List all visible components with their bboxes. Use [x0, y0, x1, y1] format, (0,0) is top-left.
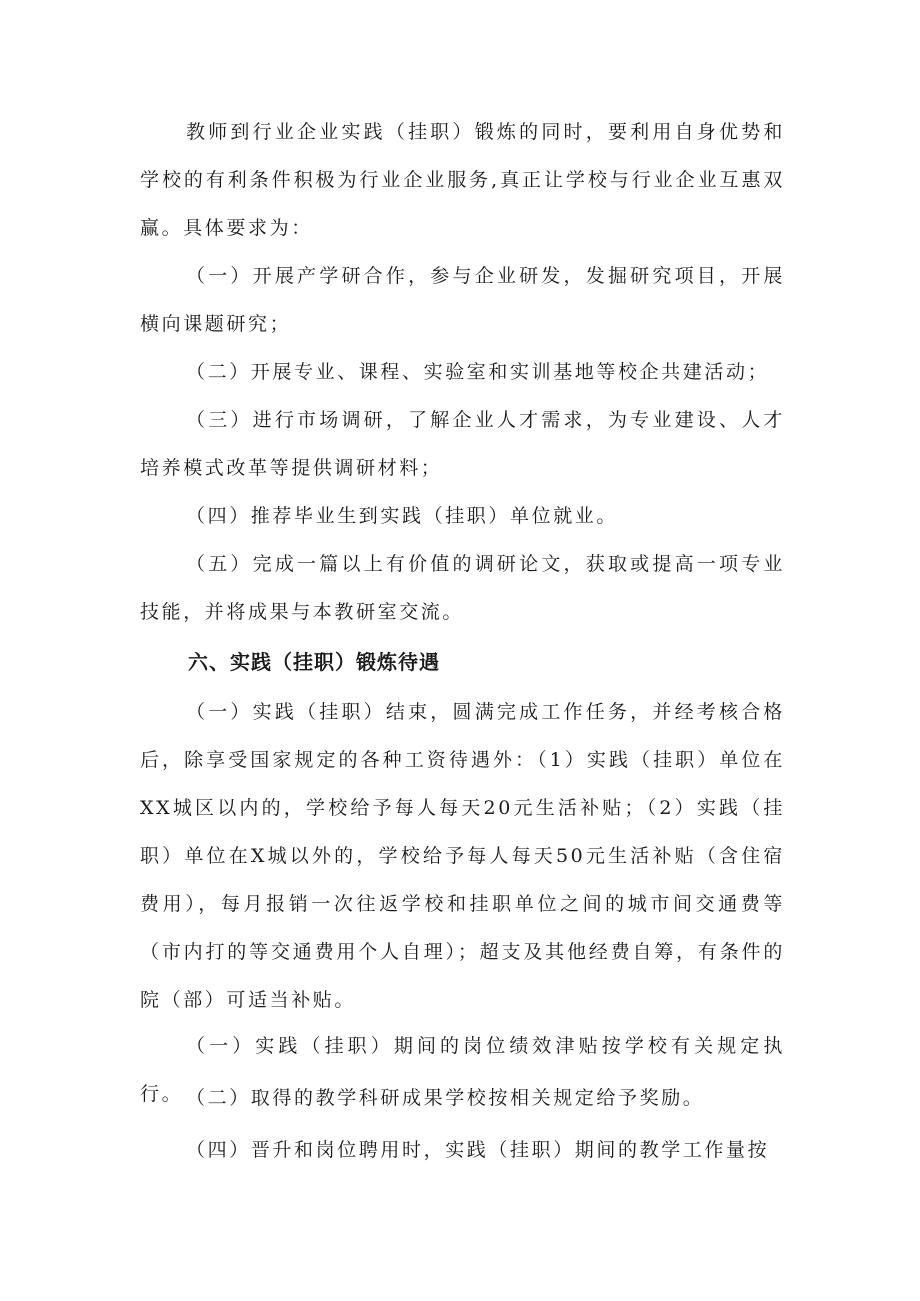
paragraph-item-3: （三）进行市场调研，了解企业人才需求，为专业建设、人才培养模式改革等提供调研材料；	[140, 409, 785, 479]
section-heading: 六、实践（挂职）锻炼待遇	[188, 650, 440, 674]
paragraph-benefit-1: （一）实践（挂职）结束，圆满完成工作任务，并经考核合格后，除享受国家规定的各种工资待遇外：（1）实践（挂职）单位在XX城区以内的，学校给予每人每天20元生活补贴；（2）实践（挂职）单位在X城以外的，学校给予每人每天50元生活补贴（含住宿费用），每月报销一次往返学校和挂职单位之间的城市间交通费等（市内打的等交通费用个人自理）；超支及其他经费自筹，有条件的院（部）可适当补贴。	[140, 701, 785, 1011]
paragraph-benefit-4: （四）晋升和岗位聘用时，实践（挂职）期间的教学工作量按	[186, 1139, 770, 1161]
paragraph-benefit-2: （一）实践（挂职）期间的岗位绩效津贴按学校有关规定执行。	[140, 1035, 785, 1105]
paragraph-item-1: （一）开展产学研合作，参与企业研发，发掘研究项目，开展横向课题研究；	[140, 265, 785, 335]
paragraph-intro: 教师到行业企业实践（挂职）锻炼的同时，要利用自身优势和学校的有利条件积极为行业企业服务,真正让学校与行业企业互惠双赢。具体要求为：	[140, 121, 785, 239]
paragraph-item-5: （五）完成一篇以上有价值的调研论文，获取或提高一项专业技能，并将成果与本教研室交流。	[140, 553, 785, 623]
paragraph-item-2: （二）开展专业、课程、实验室和实训基地等校企共建活动；	[186, 361, 770, 383]
paragraph-item-4: （四）推荐毕业生到实践（挂职）单位就业。	[186, 505, 619, 527]
paragraph-benefit-3: （二）取得的教学科研成果学校按相关规定给予奖励。	[186, 1087, 705, 1109]
